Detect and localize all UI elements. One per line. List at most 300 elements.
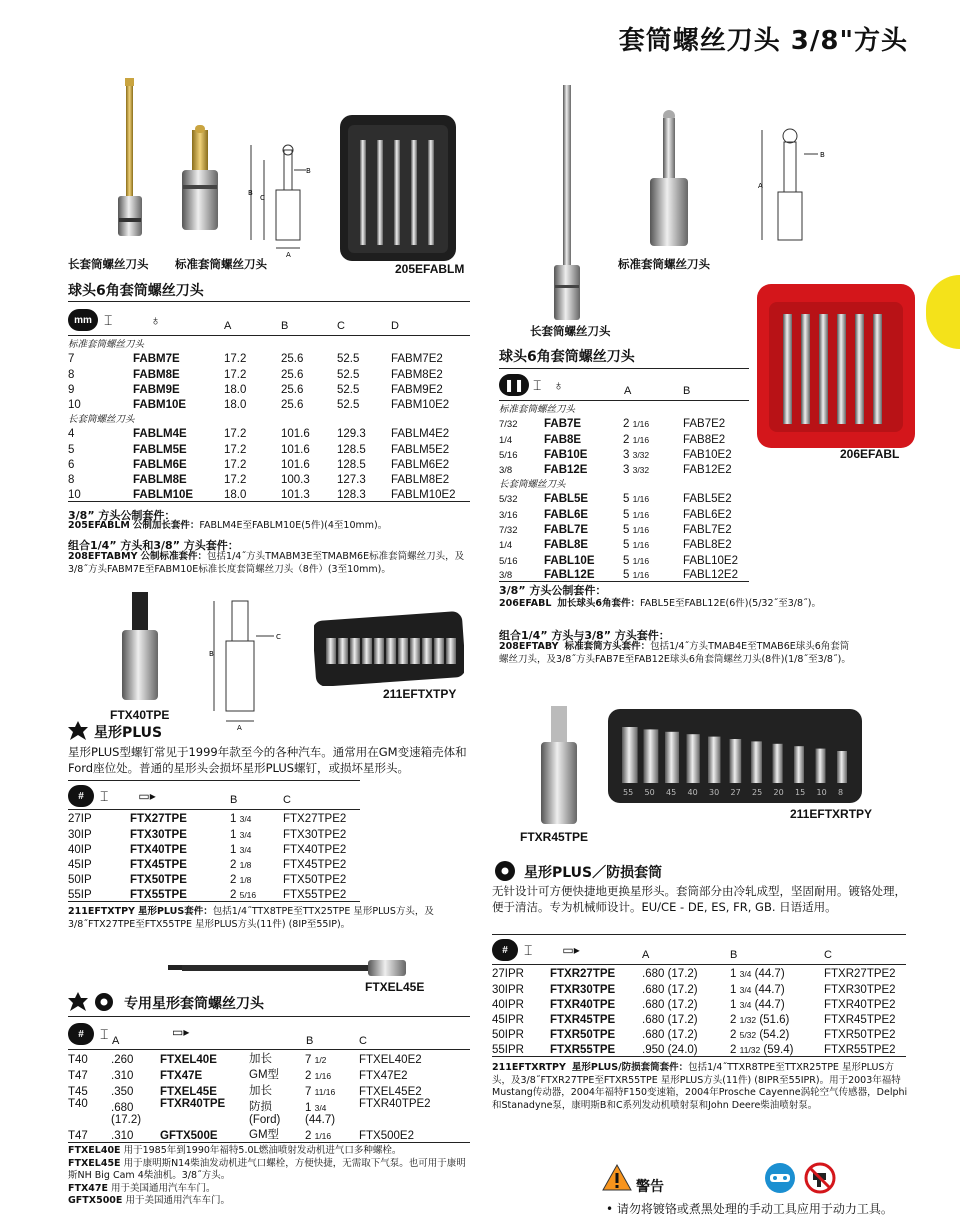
part-number: FABM7E <box>133 353 180 366</box>
torx-bit-icon: ▭▸ <box>138 789 156 803</box>
fraction: 1/16 <box>632 434 650 445</box>
kit4-text: 包括1/4˝方头TMAB4E至TMAB6E球头6角套筒螺丝刀头，及3/8˝方头FAB7E至FAB12E球头6角套筒螺丝刀头(8件)(1/8˝至3/8˝)。 <box>499 641 851 665</box>
ruler-icon: ⌶ <box>524 941 533 958</box>
torx-tamper-table <box>492 965 906 1057</box>
table-row <box>499 536 749 551</box>
caption-long-bit: 长套筒螺丝刀头 <box>68 257 149 271</box>
torx-tamper-intro: 无针设计可方便快捷地更换星形头。套筒部分由冷轧成型，坚固耐用。镀铬处理，便于清洁。专为机械师设计。EU/CE - DE, ES, FR, GB. 日语适用。 <box>492 884 906 914</box>
b-cell: 101.3 <box>281 486 337 501</box>
header-c: C <box>337 320 345 332</box>
b-cell: 2 1/32 (51.6) <box>730 1014 790 1027</box>
part-number: FTX27TPE <box>130 813 187 826</box>
c-cell: FTX30TPE2 <box>283 828 347 841</box>
c-cell: FTX50TPE2 <box>283 874 347 887</box>
table-row <box>68 856 360 871</box>
kit2-code: 208EFTABMY <box>68 551 138 562</box>
group-label: 标准套筒螺丝刀头 <box>499 404 576 415</box>
b-cell: 2 1/8 <box>230 859 252 872</box>
ftx40tpe-photo <box>118 592 162 707</box>
kit2-name: 公制标准套件： <box>140 551 208 562</box>
header-a: A <box>112 1035 120 1047</box>
section-title-special-torx: 专用星形套筒螺丝刀头 <box>124 996 264 1012</box>
part-number: FABL8E <box>544 539 589 552</box>
svg-text:C: C <box>260 194 265 202</box>
part-number: FTX40TPE <box>130 843 187 856</box>
caption-kit-211EFTXTPY: 211EFTXTPY <box>383 687 457 701</box>
size-cell: 6 <box>68 459 75 472</box>
part-number: FABM10E <box>133 399 187 412</box>
long-ball-bit-photo <box>550 85 584 325</box>
c-cell: 52.5 <box>337 368 360 381</box>
table-row <box>68 886 360 901</box>
kit2-text: 包括1/4˝方头TMABM3E至TMABM6E标准套筒螺丝刀头，及3/8˝方头FABM7E至FABM10E标准长度套筒螺丝刀头（8件）(3至10mm)。 <box>68 551 465 575</box>
eye-protection-icon <box>764 1162 796 1194</box>
section-title-metric-hex: 球头6角套筒螺丝刀头 <box>68 283 204 299</box>
size-cell: 55IPR <box>492 1041 550 1056</box>
b-cell: FABL7E2 <box>683 524 732 537</box>
svg-text:B: B <box>306 167 311 175</box>
fraction: 1/8 <box>239 875 252 886</box>
divider <box>68 780 360 781</box>
torx-tamper-kit-text: 包括1/4˝TTXR8TPE至TTXR25TPE 星形PLUS方头，及3/8˝FTXR27TPE至FTXR55TPE 星形PLUS方头(11件) (8IPR至55IPR)。用于2003年福特Mustang传动器，2004年福特F150变速箱，2004年Prosche Cayenne涡轮空气传感器，Delphi和Stanadyne泵，康明斯B和C系列发动机喷射泵和John Deere柴油喷射泵。 <box>492 1062 908 1111</box>
torx-plus-kit-name: 星形PLUS套件： <box>137 906 213 917</box>
table-row <box>68 381 470 396</box>
b-cell: FABL12E2 <box>683 567 749 582</box>
torx-plus-kit-text: 包括1/4˝TTX8TPE至TTX25TPE 星形PLUS方头，及3/8˝FTX27TPE至FTX55TPE 星形PLUS方头(11件) (8IP至55IP)。 <box>68 906 434 930</box>
kit4-title: 组合1/4” 方头与3/8” 方头套件： <box>499 629 670 642</box>
table-row <box>68 365 470 380</box>
torx-plus-table <box>68 810 360 902</box>
c-cell: 52.5 <box>337 353 360 366</box>
dimension-drawing-3 <box>750 118 840 248</box>
table-header-tamper <box>492 937 906 963</box>
table-row <box>68 1082 470 1098</box>
header-b: B <box>281 320 289 332</box>
ftxr45tpe-photo <box>538 706 580 828</box>
a-cell: 17.2 <box>224 428 247 441</box>
size-cell: 30IP <box>68 828 92 841</box>
table-header-torx-plus <box>68 784 360 808</box>
part-number: FABL10E <box>544 554 595 567</box>
fraction: 3/4 <box>314 1103 327 1113</box>
fraction: 1/16 <box>632 525 650 536</box>
kit3-note <box>499 598 849 611</box>
part-number: FABLM4E <box>133 428 187 441</box>
no-power-tool-icon <box>804 1162 836 1194</box>
torx-tamper-kit-code: 211EFTXRTPY <box>492 1062 566 1073</box>
fraction: 3/4 <box>239 814 252 825</box>
d-cell: FABLM8E2 <box>391 474 450 487</box>
d-cell: FABM10E2 <box>391 399 450 412</box>
table-row <box>499 446 749 461</box>
part-number: FTXR50TPE <box>550 1029 616 1042</box>
divider <box>68 1016 470 1017</box>
torx-bit-icon: ▭▸ <box>172 1025 190 1039</box>
kit-205EFABLM-photo <box>340 115 456 261</box>
b-cell: 2 5/16 <box>230 886 283 901</box>
long-bit-photo <box>110 78 150 248</box>
part-number: GFTX500E <box>160 1126 249 1143</box>
d-cell: FABLM4E2 <box>391 428 450 441</box>
a-cell: .310 <box>111 1126 160 1143</box>
part-number: FAB10E <box>544 448 588 461</box>
c-cell: FTXEL40E2 <box>359 1054 422 1066</box>
fraction: 3/4 <box>739 999 752 1010</box>
table-row <box>68 425 470 440</box>
table-row <box>492 965 906 980</box>
kit-socket <box>708 737 720 783</box>
part-number: FTX50TPE <box>130 874 187 887</box>
a-cell: .680 (17.2) <box>642 1029 698 1042</box>
b-cell: 2 1/16 <box>305 1126 359 1143</box>
kit-socket <box>622 727 638 783</box>
b-cell: 1 3/4 <box>230 843 252 856</box>
size-cell: T47 <box>68 1070 88 1082</box>
part-number: FTX45TPE <box>130 859 187 872</box>
group-label: 标准套筒螺丝刀头 <box>68 339 145 350</box>
d-cell: FABM9E2 <box>391 383 443 396</box>
b-value: 1 3/4 <box>305 1102 327 1114</box>
size-cell: 27IP <box>68 813 92 826</box>
special-note <box>68 1158 468 1183</box>
a-cell: .680 (17.2) <box>642 1014 698 1027</box>
d-cell: FABM7E2 <box>391 353 443 366</box>
size-cell: 1/4 <box>499 434 513 446</box>
type2-value: (Ford) <box>249 1114 281 1126</box>
part-number: FTXR55TPE <box>550 1041 642 1056</box>
table-row <box>499 461 749 476</box>
special-note <box>68 1145 468 1158</box>
part-number: FTXR30TPE <box>550 983 616 996</box>
kit-socket <box>687 734 700 783</box>
kit-socket <box>773 744 783 783</box>
table-row <box>68 825 360 840</box>
part-number: FAB8E <box>544 433 582 446</box>
metric-hex-table <box>68 336 470 502</box>
fraction: 1/16 <box>632 509 650 520</box>
a-cell: 5 1/16 <box>623 567 683 582</box>
ruler-icon: ⌶ <box>533 376 542 393</box>
note-code: FTXEL40E <box>68 1145 121 1156</box>
standard-bit-photo <box>178 125 222 245</box>
kit-socket-label: 40 <box>687 788 698 797</box>
sae-hex-table <box>499 401 749 582</box>
kit1-title: 3/8” 方头公制套件： <box>68 509 176 522</box>
table-header-sae <box>499 371 749 399</box>
kit1-text: FABLM4E至FABLM10E(5件)(4至10mm)。 <box>199 520 388 531</box>
note-text: 用于1985年到1990年福特5.0L燃油喷射发动机进气口多种螺栓。 <box>123 1145 402 1156</box>
kit-211EFTXRTPY-photo <box>608 709 862 803</box>
type-cell: GM型 <box>249 1069 280 1081</box>
table-row <box>68 810 360 825</box>
caption-kit-206EFABL: 206EFABL <box>840 447 900 461</box>
a-cell: 17.2 <box>224 474 247 487</box>
fraction: 5/16 <box>239 890 257 901</box>
fraction: 11/32 <box>739 1045 761 1056</box>
table-row <box>68 1066 470 1082</box>
c-cell: FTX47E2 <box>359 1070 408 1082</box>
b-cell: 7 11/16 <box>305 1086 336 1098</box>
b-cell: FABL5E2 <box>683 493 732 506</box>
a-cell: .950 (24.0) <box>642 1041 730 1056</box>
size-cell: 40IPR <box>492 998 524 1011</box>
d-cell: FABLM5E2 <box>391 443 450 456</box>
a-cell: 17.2 <box>224 368 247 381</box>
section-title-torx-tamper: 星形PLUS／防损套筒 <box>524 865 663 881</box>
section-title-sae-hex: 球头6角套筒螺丝刀头 <box>499 349 635 365</box>
fraction: 3/32 <box>632 465 650 476</box>
b2-value: (44.7) <box>305 1114 336 1126</box>
type-cell: 加长 <box>249 1085 272 1097</box>
torx-plus-icon <box>66 720 90 742</box>
fraction: 3/4 <box>239 844 252 855</box>
c-cell: FTXR40TPE2 <box>359 1098 431 1110</box>
table-row <box>68 871 360 886</box>
b-cell: 101.6 <box>281 459 310 472</box>
size-cell: 3/16 <box>499 509 518 521</box>
page-tab-marker <box>926 275 960 349</box>
b-cell: 2 5/32 (54.2) <box>730 1029 790 1042</box>
part-number: FABL6E <box>544 508 589 521</box>
inch-badge: ❚❚ <box>499 374 529 396</box>
section-title-torx-plus: 星形PLUS <box>94 725 163 741</box>
part-number: FABLM10E <box>133 486 224 501</box>
size-cell: 45IPR <box>492 1014 524 1027</box>
dimension-drawing-1 <box>246 140 316 260</box>
kit2-note <box>68 551 478 576</box>
caption-long-ball-bit: 长套筒螺丝刀头 <box>530 324 611 338</box>
b-cell: 101.6 <box>281 443 310 456</box>
hash-badge: # <box>492 939 518 961</box>
kit-socket <box>665 732 679 783</box>
a-cell: 2 1/16 <box>623 433 650 446</box>
kit-socket-label: 27 <box>730 788 741 797</box>
part-number: FABLM8E <box>133 474 187 487</box>
size-cell: 27IPR <box>492 968 524 981</box>
part-number: FABM8E <box>133 368 180 381</box>
hex-bit-icon: ♁ <box>553 377 564 393</box>
part-number: FABM9E <box>133 383 180 396</box>
fraction: 1/16 <box>632 555 650 566</box>
svg-text:A: A <box>758 182 763 190</box>
b-cell: FABL8E2 <box>683 539 732 552</box>
size-cell: 7/32 <box>499 525 518 537</box>
size-cell: 3/8 <box>499 465 513 477</box>
kit3-title: 3/8” 方头公制套件： <box>499 584 607 597</box>
a-cell: 17.2 <box>224 443 247 456</box>
table-row <box>68 471 470 486</box>
c-cell: FTX27TPE2 <box>283 813 347 826</box>
c-cell: 127.3 <box>337 474 366 487</box>
kit1-code: 205EFABLM <box>68 520 130 531</box>
part-number: FABLM5E <box>133 443 187 456</box>
c-cell: 52.5 <box>337 383 360 396</box>
warning-triangle-icon <box>602 1163 632 1193</box>
type-cell: GM型 <box>249 1126 305 1143</box>
b-cell: FAB10E2 <box>683 448 732 461</box>
group-label: 长套筒螺丝刀头 <box>499 479 566 491</box>
special-note <box>68 1195 468 1208</box>
size-cell: 10 <box>68 399 81 412</box>
c-cell: 128.3 <box>337 486 391 501</box>
fraction: 3/32 <box>632 449 650 460</box>
b-cell: FABL10E2 <box>683 554 738 567</box>
part-number: FABL7E <box>544 524 589 537</box>
size-cell: 40IP <box>68 843 92 856</box>
part-number: FABLM6E <box>133 459 187 472</box>
size-cell: T47 <box>68 1126 111 1143</box>
b-cell <box>305 1098 359 1126</box>
kit-socket <box>644 729 659 783</box>
table-row <box>68 396 470 411</box>
part-number: FTXR45TPE <box>550 1014 616 1027</box>
kit-206EFABL-photo <box>757 284 915 448</box>
kit-socket-label: 30 <box>709 788 720 797</box>
size-cell: 50IP <box>68 874 92 887</box>
part-number: FTXEL40E <box>160 1054 217 1066</box>
b-cell: 25.6 <box>281 399 304 412</box>
part-number: FTXR40TPE <box>550 998 616 1011</box>
b-cell: FAB8E2 <box>683 433 726 446</box>
table-row <box>492 1011 906 1026</box>
c-cell: FTXEL45E2 <box>359 1086 422 1098</box>
b-cell: 2 1/16 <box>305 1070 332 1082</box>
group-label: 长套筒螺丝刀头 <box>68 414 135 426</box>
c-cell: FTX40TPE2 <box>283 843 347 856</box>
warning-title: 警告 <box>636 1179 664 1195</box>
mm-badge: mm <box>68 309 98 331</box>
a-cell: .350 <box>111 1086 134 1098</box>
torx-plus-kit-code: 211EFTXTPY <box>68 906 135 917</box>
part-number: FTX30TPE <box>130 828 187 841</box>
header-a: A <box>642 949 650 961</box>
svg-text:B: B <box>209 650 214 658</box>
table-row <box>68 1050 470 1066</box>
fraction: 1/16 <box>632 540 650 551</box>
a-cell: 18.0 <box>224 399 247 412</box>
size-cell: 5/32 <box>499 494 518 506</box>
a-cell: 5 1/16 <box>623 554 650 567</box>
a-cell: .260 <box>111 1054 134 1066</box>
special-torx-notes <box>68 1145 468 1208</box>
ruler-icon: ⌶ <box>104 311 113 328</box>
size-cell: 7/32 <box>499 419 518 431</box>
kit3-name: 加长球头6角套件： <box>557 598 641 609</box>
special-note <box>68 1183 468 1196</box>
caption-standard-ball-bit: 标准套筒螺丝刀头 <box>618 257 710 271</box>
hash-badge: # <box>68 785 94 807</box>
kit-socket-label: 25 <box>752 788 763 797</box>
special-torx-table <box>68 1050 470 1143</box>
table-row <box>492 980 906 995</box>
fraction: 1/8 <box>239 860 252 871</box>
kit4-code: 208EFTABY <box>499 641 559 652</box>
a-cell: 5 1/16 <box>623 508 650 521</box>
kit-socket-label: 8 <box>838 788 844 797</box>
table-row <box>499 490 749 505</box>
b-cell: FAB12E2 <box>683 464 732 477</box>
b-cell: 25.6 <box>281 383 304 396</box>
c-cell: 128.5 <box>337 459 366 472</box>
ftxel45e-photo <box>168 955 408 981</box>
hex-bit-icon: ♁ <box>150 312 161 328</box>
size-cell: 7 <box>68 353 75 366</box>
c-cell: FTXR55TPE2 <box>824 1041 906 1056</box>
kit-socket <box>730 739 742 783</box>
size-cell: T40 <box>68 1054 88 1066</box>
table-row <box>492 996 906 1011</box>
table-row <box>499 521 749 536</box>
c-cell: FTX45TPE2 <box>283 859 347 872</box>
table-row <box>68 1098 470 1126</box>
b-cell: 25.6 <box>281 368 304 381</box>
kit-socket-label: 15 <box>795 788 806 797</box>
table-row <box>68 440 470 455</box>
size-cell: 8 <box>68 474 75 487</box>
table-row <box>499 415 749 430</box>
type-value: 防损 <box>249 1101 272 1113</box>
a-cell: 17.2 <box>224 353 247 366</box>
note-code: GFTX500E <box>68 1195 123 1206</box>
svg-text:A: A <box>286 251 291 259</box>
d-cell: FABM8E2 <box>391 368 443 381</box>
header-b: B <box>306 1035 314 1047</box>
b-cell: 1 3/4 <box>230 828 252 841</box>
a-cell: 18.0 <box>224 486 281 501</box>
divider <box>492 934 906 935</box>
b-cell: 2 1/8 <box>230 874 252 887</box>
size-cell: 50IPR <box>492 1029 524 1042</box>
warning-text: • 请勿将镀铬或煮黑处理的手动工具应用于动力工具。 <box>606 1202 893 1216</box>
torx-bit-icon: ▭▸ <box>562 943 580 957</box>
fraction: 1/32 <box>739 1015 757 1026</box>
table-row <box>68 350 470 365</box>
ruler-icon: ⌶ <box>100 1025 109 1042</box>
part-number: FTX55TPE <box>130 886 230 901</box>
size-cell: T45 <box>68 1086 88 1098</box>
ruler-icon: ⌶ <box>100 787 109 804</box>
a-value: .680 <box>111 1102 134 1114</box>
standard-ball-bit-photo <box>646 108 692 250</box>
a-cell: 3 3/32 <box>623 464 650 477</box>
dimension-drawing-2 <box>206 596 296 731</box>
table-row <box>499 551 749 566</box>
part-number: FAB7E <box>544 418 582 431</box>
a-cell: .680 (17.2) <box>642 983 698 996</box>
kit-211EFTXTPY-photo <box>314 610 464 686</box>
b-cell: 25.6 <box>281 353 304 366</box>
kit-socket <box>794 746 804 783</box>
c-cell: FTX55TPE2 <box>283 886 360 901</box>
torx-tamper-kit-note <box>492 1062 910 1112</box>
caption-ftxr45tpe: FTXR45TPE <box>520 830 589 844</box>
hash-badge: # <box>68 1023 94 1045</box>
part-number: FTXR40TPE <box>160 1098 226 1110</box>
part-number: FAB12E <box>544 464 588 477</box>
header-a: A <box>624 385 632 397</box>
kit3-text: FABL5E至FABL12E(6件)(5/32˝至3/8˝)。 <box>640 598 821 609</box>
b-cell: 100.3 <box>281 474 310 487</box>
size-cell: 5/16 <box>499 555 518 567</box>
c-cell: FTX500E2 <box>359 1126 470 1143</box>
caption-standard-bit: 标准套筒螺丝刀头 <box>175 257 267 271</box>
a2-value: (17.2) <box>111 1114 142 1126</box>
caption-ftxel45e: FTXEL45E <box>365 980 425 994</box>
kit-socket-label: 55 <box>623 788 634 797</box>
kit4-note <box>499 641 851 666</box>
kit-socket-label: 20 <box>773 788 784 797</box>
table-row <box>68 486 470 501</box>
